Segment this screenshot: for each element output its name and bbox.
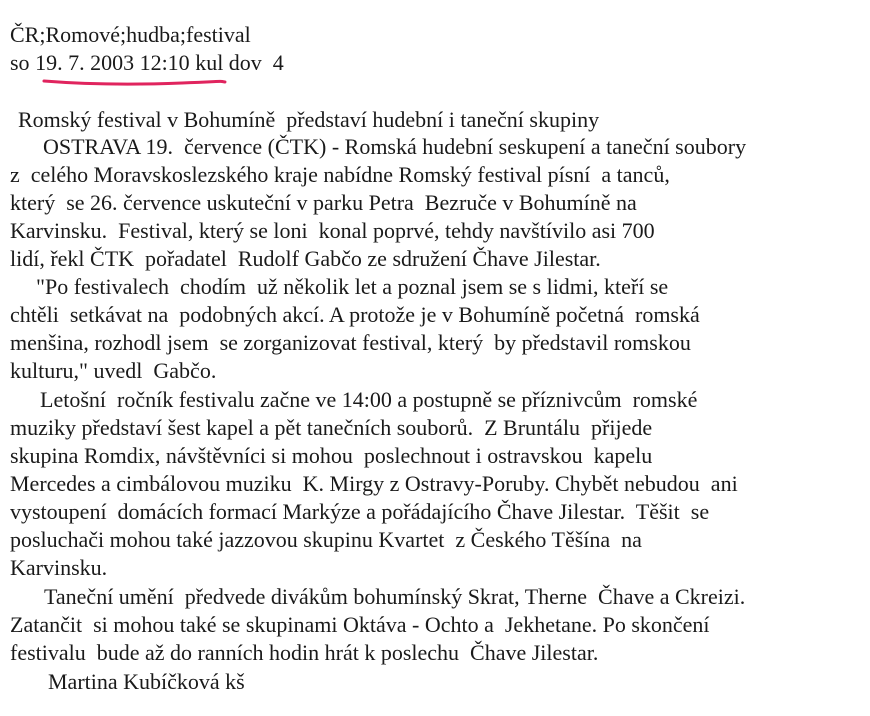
article-headline: Romský festival v Bohumíně představí hudební i taneční skupiny <box>18 107 600 132</box>
body-line: vystoupení domácích formací Markýze a pořádajícího Čhave Jilestar. Těšit se <box>10 499 710 524</box>
author-signature: Martina Kubíčková kš <box>48 669 245 694</box>
dateline-suffix: kul dov 4 <box>189 50 284 75</box>
dateline <box>10 50 284 76</box>
body-line: muziky představí šest kapel a pět tanečních souborů. Z Bruntálu přijede <box>10 415 653 440</box>
body-line: Zatančit si mohou také se skupinami Oktáva - Ochto a Jekhetane. Po skončení <box>10 612 710 637</box>
body-line: Letošní ročník festivalu začne ve 14:00 a postupně se příznivcům romské <box>40 387 698 412</box>
keywords-line: ČR;Romové;hudba;festival <box>10 22 251 47</box>
dateline-datetime: 19. 7. 2003 12:10 <box>35 50 190 75</box>
body-line: kulturu," uvedl Gabčo. <box>10 358 217 383</box>
handwritten-underline <box>42 75 227 89</box>
body-line: "Po festivalech chodím už několik let a poznal jsem se s lidmi, kteří se <box>36 274 669 299</box>
body-line: lidí, řekl ČTK pořadatel Rudolf Gabčo ze sdružení Čhave Jilestar. <box>10 246 601 271</box>
body-line: posluchači mohou také jazzovou skupinu Kvartet z Českého Těšína na <box>10 527 642 552</box>
body-line: menšina, rozhodl jsem se zorganizovat festival, který by představil romskou <box>10 330 691 355</box>
body-line: který se 26. července uskuteční v parku Petra Bezruče v Bohumíně na <box>10 190 637 215</box>
body-line: Karvinsku. Festival, který se loni konal poprvé, tehdy navštívilo asi 700 <box>10 218 655 243</box>
body-line: Mercedes a cimbálovou muziku K. Mirgy z Ostravy-Poruby. Chybět nebudou ani <box>10 471 738 496</box>
body-line: festivalu bude až do ranních hodin hrát k poslechu Čhave Jilestar. <box>10 640 599 665</box>
body-line: skupina Romdix, návštěvníci si mohou poslechnout i ostravskou kapelu <box>10 443 653 468</box>
body-line: z celého Moravskoslezského kraje nabídne Romský festival písní a tanců, <box>10 162 670 187</box>
body-line: Taneční umění předvede divákům bohumínský Skrat, Therne Čhave a Ckreizi. <box>44 584 746 609</box>
body-line: Karvinsku. <box>10 555 108 580</box>
dateline-prefix: so <box>10 50 36 75</box>
body-line: chtěli setkávat na podobných akcí. A protože je v Bohumíně početná romská <box>10 302 700 327</box>
body-line: OSTRAVA 19. července (ČTK) - Romská hudební seskupení a taneční soubory <box>43 134 747 159</box>
